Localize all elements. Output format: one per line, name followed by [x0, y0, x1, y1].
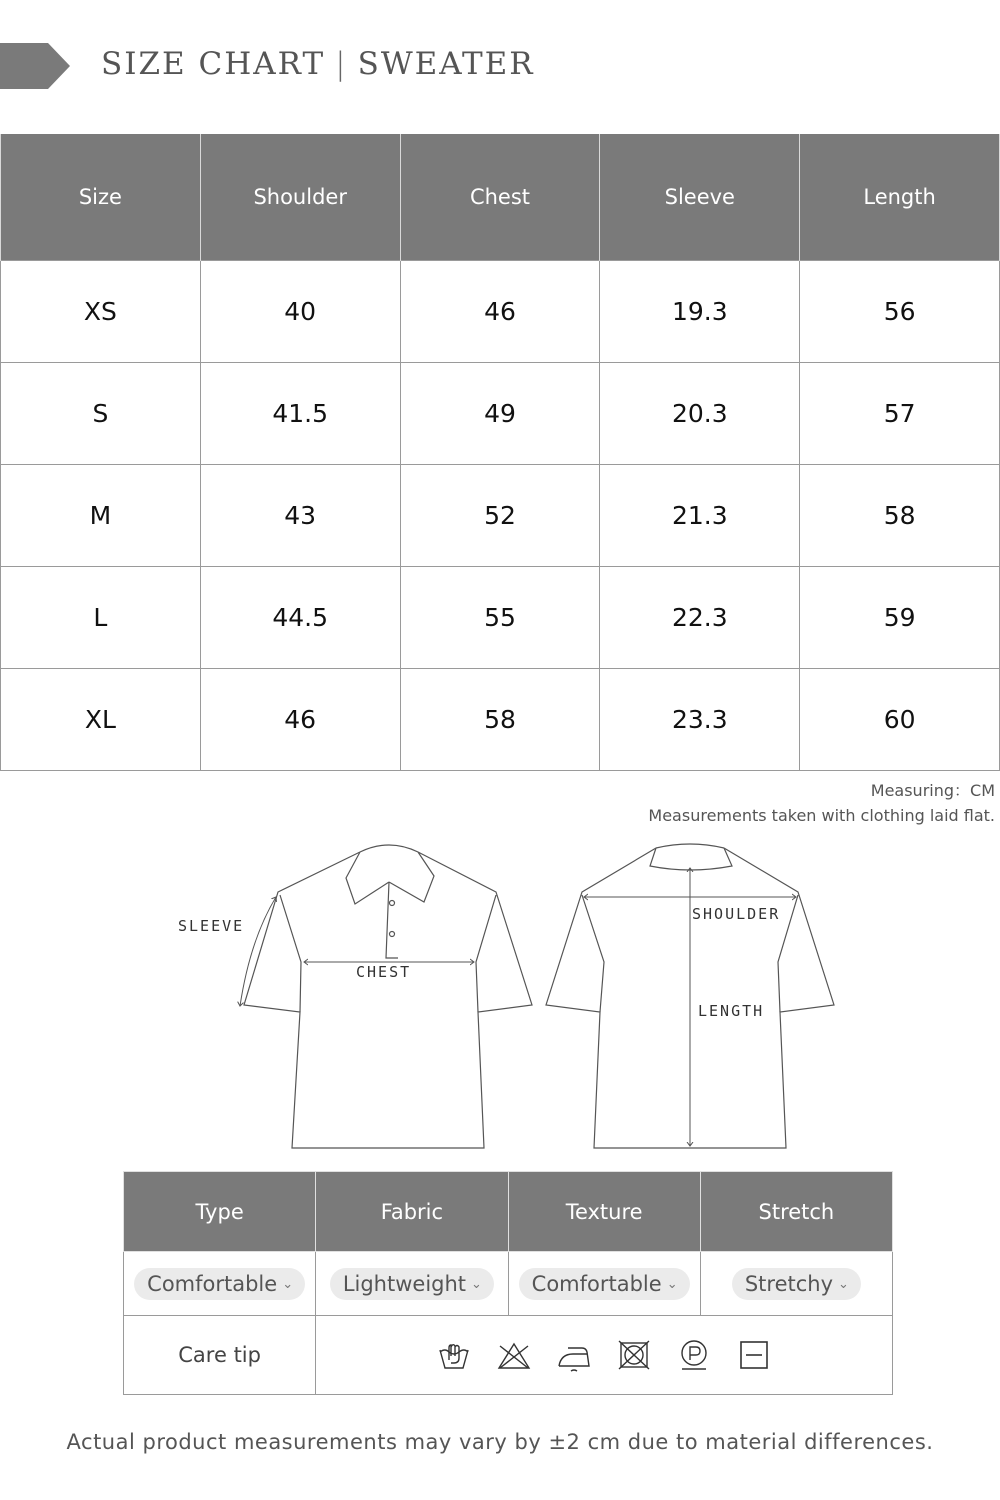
type-dropdown[interactable]: [134, 1268, 305, 1300]
size-chart-table: [0, 134, 1000, 771]
chevron-down-icon: ⌄: [838, 1276, 849, 1292]
cell-length: 60: [800, 668, 1000, 770]
stretch-cell: [700, 1252, 892, 1316]
header-shoulder: Shoulder: [200, 134, 400, 260]
texture-dropdown[interactable]: [519, 1268, 690, 1300]
chevron-down-icon: ⌄: [471, 1276, 482, 1292]
cell-shoulder: 44.5: [200, 566, 400, 668]
cell-size: M: [1, 464, 201, 566]
iron-low-icon: [557, 1338, 591, 1372]
fabric-dropdown[interactable]: [330, 1268, 494, 1300]
texture-value: Comfortable: [531, 1271, 662, 1296]
title-separator: |: [335, 46, 348, 82]
cell-size: S: [1, 362, 201, 464]
title-main: SIZE CHART: [101, 46, 326, 82]
garment-measurement-diagram: [0, 830, 1000, 1160]
header-texture: Texture: [508, 1172, 700, 1252]
sleeve-arrow: [240, 897, 276, 1006]
header-type: Type: [124, 1172, 316, 1252]
care-icons-cell: [316, 1316, 893, 1395]
measuring-unit-note: Measuring：CM: [870, 781, 995, 800]
cell-chest: 58: [400, 668, 600, 770]
title-arrow-icon: [0, 43, 70, 89]
cell-shoulder: 46: [200, 668, 400, 770]
cell-chest: 49: [400, 362, 600, 464]
fabric-header-row: [124, 1172, 893, 1252]
cell-length: 57: [800, 362, 1000, 464]
sleeve-label: SLEEVE: [178, 917, 245, 935]
header-fabric: Fabric: [316, 1172, 508, 1252]
cell-length: 59: [800, 566, 1000, 668]
type-cell: [124, 1252, 316, 1316]
cell-sleeve: 23.3: [600, 668, 800, 770]
dry-clean-p-icon: [677, 1338, 711, 1372]
header-size: Size: [1, 134, 201, 260]
size-table-header-row: [1, 134, 1000, 260]
stretch-dropdown[interactable]: [732, 1268, 861, 1300]
dry-flat-icon: [737, 1338, 771, 1372]
measuring-method-note: Measurements taken with clothing laid flat.: [648, 806, 995, 825]
cell-sleeve: 22.3: [600, 566, 800, 668]
stretch-value: Stretchy: [744, 1271, 834, 1296]
fabric-values-row: [124, 1252, 893, 1316]
header-stretch: Stretch: [700, 1172, 892, 1252]
care-icons: [316, 1338, 892, 1372]
page-title: [101, 46, 535, 82]
cell-shoulder: 43: [200, 464, 400, 566]
cell-sleeve: 21.3: [600, 464, 800, 566]
cell-size: L: [1, 566, 201, 668]
chevron-down-icon: ⌄: [666, 1276, 678, 1292]
table-row: [1, 362, 1000, 464]
hand-wash-icon: [437, 1338, 471, 1372]
chest-label: CHEST: [356, 963, 412, 981]
footer-disclaimer: Actual product measurements may vary by ±2 cm due to material differences.: [66, 1430, 934, 1454]
header-sleeve: Sleeve: [600, 134, 800, 260]
do-not-bleach-icon: [497, 1338, 531, 1372]
fabric-cell: [316, 1252, 508, 1316]
cell-sleeve: 20.3: [600, 362, 800, 464]
cell-sleeve: 19.3: [600, 260, 800, 362]
cell-size: XS: [1, 260, 201, 362]
care-row: [124, 1316, 893, 1395]
cell-shoulder: 41.5: [200, 362, 400, 464]
texture-cell: [508, 1252, 700, 1316]
shoulder-label: SHOULDER: [692, 905, 781, 923]
table-row: [1, 668, 1000, 770]
care-tip-label: Care tip: [124, 1316, 316, 1395]
table-row: [1, 566, 1000, 668]
type-value: Comfortable: [147, 1271, 278, 1296]
header-length: Length: [800, 134, 1000, 260]
cell-chest: 52: [400, 464, 600, 566]
chevron-down-icon: ⌄: [282, 1276, 294, 1292]
cell-chest: 55: [400, 566, 600, 668]
table-row: [1, 260, 1000, 362]
do-not-tumble-dry-icon: [617, 1338, 651, 1372]
cell-shoulder: 40: [200, 260, 400, 362]
header-chest: Chest: [400, 134, 600, 260]
fabric-attributes-table: [123, 1171, 893, 1395]
cell-chest: 46: [400, 260, 600, 362]
title-sub: SWEATER: [357, 46, 535, 82]
front-shirt-drawing: [244, 845, 532, 1148]
fabric-value: Lightweight: [342, 1271, 467, 1296]
table-row: [1, 464, 1000, 566]
cell-length: 58: [800, 464, 1000, 566]
length-label: LENGTH: [698, 1002, 765, 1020]
cell-size: XL: [1, 668, 201, 770]
cell-length: 56: [800, 260, 1000, 362]
